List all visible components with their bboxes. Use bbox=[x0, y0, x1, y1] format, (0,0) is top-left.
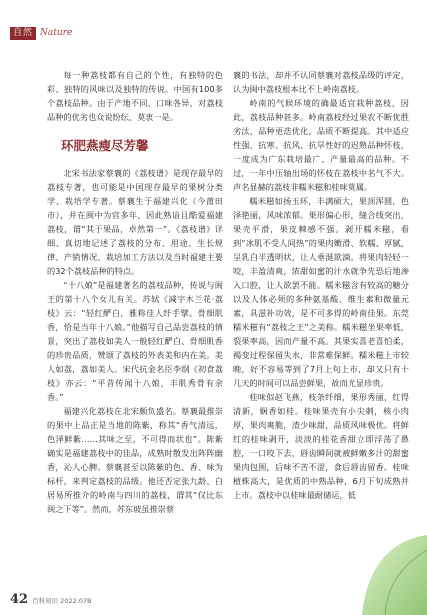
page-footer bbox=[10, 592, 92, 607]
body-paragraph: 福建兴化荔枝在北宋颇负盛名。蔡襄最推崇的果中上品正是当地的陈紫，称其“香气清远，色泽鲜紫……其味之至，不可得而状也”。陈紫确实是福建荔枝中的佳品，成熟时散发出阵阵幽香，沁人心脾。蔡襄甚至以陈紫的色、香、味为标杆，来判定荔枝的品级。他还否定张九龄、白居易所推介的岭南与四川的荔枝，谓其“仅比东闽之下等”。然而，苏东坡虽推崇蔡 bbox=[47, 406, 223, 514]
body-paragraph: 桂味似赵飞燕，枝条纤细，果形秀丽，红得清新，娴香如桂。桂味果壳有小尖刺，核小肉厚，果肉爽脆，渣少味甜，品质风味极优。将鲜红的桂味剥开，淡淡的桂花香甜立即浮荡了鼻腔，一口咬下去，唇齿瞬间就被鲜嫩多汁的甜蜜果肉包围，后味不苦不涩，食后唇齿留香。桂味植株高大，是优质的中熟品种，6月下旬成熟并上市。荔枝中以桂味最耐储运，低 bbox=[233, 392, 409, 500]
body-paragraph: 襄的书法，却并不认同蔡襄对荔枝品级的评定，认为闽中荔枝根本比不上岭南荔枝。 bbox=[233, 70, 409, 94]
leaf-decoration-icon bbox=[307, 495, 427, 615]
section-header bbox=[10, 26, 72, 40]
right-column bbox=[233, 68, 409, 502]
section-tag: 自然 bbox=[10, 27, 36, 40]
body-paragraph: 北宋书法家蔡襄的《荔枝谱》是现存最早的荔枝专著，也可能是中国现存最早的果树分类学、栽培学专著。蔡襄生于福建兴化（今莆田市），并在闽中为官多年，因此熟谙且酷爱福建荔枝，谓“其于果品，卓然第一”。《荔枝谱》详细、真切地记述了荔枝的分布、用途、生长规律、产销情况、栽培加工方法以及当时福建主要的32个荔枝品种的特点。 bbox=[47, 168, 223, 276]
section-english-name: Nature bbox=[40, 28, 73, 38]
magazine-issue: 百科知识 2022.07B bbox=[32, 597, 92, 605]
body-paragraph: 岭南的气候环境的确最适宜栽种荔枝，因此，荔枝品种甚多。岭南荔枝经过果农不断优胜劣汰，品种更迭优化，品质不断提高。其中适应性强、抗寒、抗风、抗旱性好的迟熟品种怀枝，一度成为广东栽培最广、产量最高的品种。不过，一年中压轴出场的怀枝在荔枝中名气不大。声名显赫的荔枝非糯米糍和桂味莫属。 bbox=[233, 98, 409, 192]
body-paragraph: “十八娘”是福建著名的荔枝品种，传说与闽王的第十八个女儿有关。苏轼《减字木兰花·荔枝》云：“轻红酽白，雅称佳人纤手擘。骨细肌香，恰是当年十八娘。”他描写自己品尝荔枝的情景，突出了荔枝如美人一般轻红酽白、骨细肌香的珍贵品质，赞颂了荔枝的外表美和内在美。美人如荔，荔如美人。宋代抗金名臣李纲《初食荔枝》亦云：“平昔传闻十八娘，丰肌秀骨有余香。” bbox=[47, 280, 223, 402]
page-number: 42 bbox=[10, 592, 29, 607]
section-subheading: 环肥燕瘦尽芳馨 bbox=[61, 138, 149, 153]
body-paragraph: 糯米糍如扬玉环，丰满硕大，果顶浑圆，色泽艳丽，风味浓郁。果形偏心形，缝合线突出，果壳平滑，果皮棘感不强。剥开糯米糍，看到“冰肌不受人间热”的果肉嫩滑、软糯、厚腻，呈乳白半透明状，让人垂涎欲滴。将果肉轻轻一咬，丰盈清爽，浓甜如蜜的汁水就争先恐后地渗入口腔，让人欲罢不能。糯米糍含有较高的糖分以及人体必须的多种氨基酸、维生素和微量元素，具滋补功效，是不可多得的岭南佳果。东莞糯米糍有“荔枝之王”之美称。糯米糍坐果率低，裂果率高，因而产量不高。其果实喜老喜怕柔，褐变过程保留失水，非常难保鲜。糯米糍上市较晚，好不容易等到了7月上旬上市，却又只有十几天的时间可以品尝鲜果，故而尤显珍贵。 bbox=[233, 196, 409, 388]
intro-paragraph: 每一种荔枝都有自己的个性，有独特的色彩、独特的风味以及独特的传说。中国有100多个荔枝品种。由于产地不同、口味各异，对荔枝品种的优劣也众说纷纭、莫衷一是。 bbox=[47, 70, 223, 122]
left-column bbox=[47, 68, 223, 516]
